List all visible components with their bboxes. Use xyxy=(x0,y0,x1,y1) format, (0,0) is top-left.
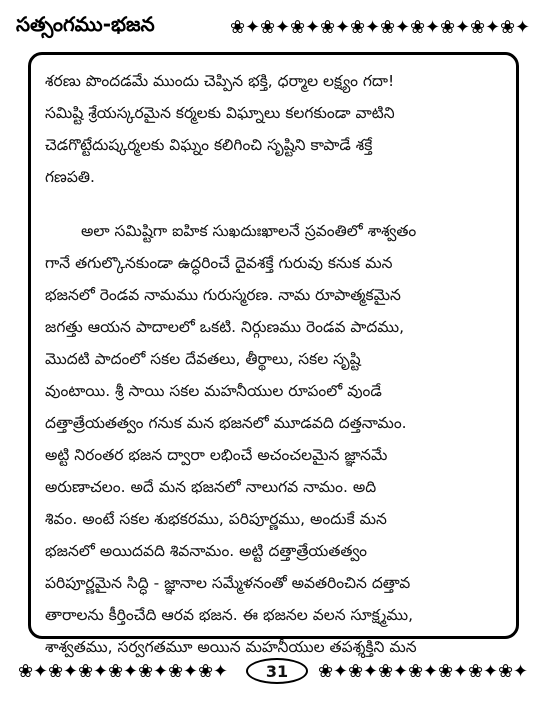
text-line: వుంటాయి. శ్రీ సాయి సకల మహనీయుల రూపంలో వుండే xyxy=(45,382,382,400)
flower-chain-icon: ✦ xyxy=(93,661,109,682)
flower-chain-icon: ❀ xyxy=(138,661,154,682)
flower-chain-icon: ❀ xyxy=(230,17,246,38)
text-line: అట్టి నిరంతర భజన ద్వారా లభించే అచంచలమైన జ్ఞానమే xyxy=(45,446,388,464)
text-line: చెడగొట్టేదుష్కర్మలకు విఘ్నం కలిగించి సృష్టిని కాపాడే శక్తే xyxy=(45,136,373,154)
flower-chain-icon: ❀ xyxy=(498,661,514,682)
flower-chain-icon: ❀ xyxy=(108,661,124,682)
footer-ornament-left xyxy=(18,660,236,684)
flower-chain-icon: ❀ xyxy=(78,661,94,682)
text-line: భజనలో రెండవ నామము గురుస్మరణ. నామ రూపాత్మకమైన xyxy=(45,286,401,304)
page-footer xyxy=(18,652,536,692)
text-frame xyxy=(28,52,519,656)
flower-chain-icon: ❀ xyxy=(410,17,426,38)
paragraph-1 xyxy=(45,65,502,193)
text-line: తారాలను కీర్తించేది ఆరవ భజన. ఈ భజనల వలన సూక్ష్మము, xyxy=(45,606,414,624)
flower-chain-icon: ❀ xyxy=(378,661,394,682)
flower-chain-icon: ❀ xyxy=(440,17,456,38)
flower-chain-icon: ❀ xyxy=(380,17,396,38)
flower-chain-icon: ✦ xyxy=(123,661,139,682)
flower-chain-icon: ✦ xyxy=(335,17,351,38)
text-line: అరుణాచలం. అదే మన భజనలో నాలుగవ నామం. అది xyxy=(45,478,377,496)
flower-chain-icon: ❀ xyxy=(348,661,364,682)
flower-chain-icon: ✦ xyxy=(33,661,49,682)
text-line: శరణు పొందడమే ముందు చెప్పిన భక్తి, ధర్మాల లక్ష్యం గదా! xyxy=(45,72,395,90)
flower-chain-icon: ❀ xyxy=(260,17,276,38)
flower-chain-icon: ✦ xyxy=(213,661,229,682)
footer-ornament-right xyxy=(318,660,536,684)
flower-chain-icon: ✦ xyxy=(485,17,501,38)
flower-chain-icon: ❀ xyxy=(48,661,64,682)
text-line: దత్తాత్రేయతత్వం గనుక మన భజనలో మూడవది దత్తనామం. xyxy=(45,414,407,432)
flower-chain-icon: ✦ xyxy=(455,17,471,38)
flower-chain-icon: ✦ xyxy=(365,17,381,38)
flower-chain-icon: ✦ xyxy=(63,661,79,682)
flower-chain-icon: ❀ xyxy=(318,661,334,682)
text-line: గానే తగుల్కొనకుండా ఉద్ధరించే దైవశక్తే గురువు కనుక మన xyxy=(45,254,393,272)
flower-chain-icon: ❀ xyxy=(198,661,214,682)
flower-chain-icon: ✦ xyxy=(483,661,499,682)
flower-chain-icon: ✦ xyxy=(395,17,411,38)
flower-chain-icon: ❀ xyxy=(438,661,454,682)
paragraph-gap xyxy=(45,193,502,215)
flower-chain-icon: ❀ xyxy=(168,661,184,682)
flower-chain-icon: ❀ xyxy=(500,17,516,38)
flower-chain-icon: ✦ xyxy=(183,661,199,682)
flower-chain-icon: ❀ xyxy=(470,17,486,38)
text-line: మొదటి పాదంలో సకల దేవతలు, తీర్థాలు, సకల సృష్టి xyxy=(45,350,361,368)
flower-chain-icon: ❀ xyxy=(408,661,424,682)
text-line: అలా సమిష్టిగా ఐహిక సుఖదుఃఖాలనే స్రవంతిలో శాశ్వతం xyxy=(81,222,417,240)
text-line: శాశ్వతము, సర్వగతమూ అయిన మహనీయుల తపశ్శక్తిని మన xyxy=(45,638,417,656)
flower-chain-icon: ✦ xyxy=(515,17,531,38)
flower-chain-icon: ✦ xyxy=(275,17,291,38)
flower-chain-icon: ✦ xyxy=(305,17,321,38)
page-number: 31 xyxy=(246,658,308,684)
flower-chain-icon: ❀ xyxy=(18,661,34,682)
text-line: పరిపూర్ణమైన సిద్ధి - జ్ఞానాల సమ్మేళనంతో అవతరించిన దత్తావ xyxy=(45,574,411,592)
text-line: గణపతి. xyxy=(45,168,95,186)
flower-chain-icon: ❀ xyxy=(320,17,336,38)
flower-chain-icon: ❀ xyxy=(350,17,366,38)
flower-chain-icon: ❀ xyxy=(290,17,306,38)
page-header xyxy=(10,8,540,48)
flower-chain-icon: ✦ xyxy=(453,661,469,682)
flower-chain-icon: ✦ xyxy=(153,661,169,682)
flower-chain-icon: ✦ xyxy=(393,661,409,682)
running-title: సత్సంగము-భజన xyxy=(16,12,155,36)
flower-chain-icon: ❀ xyxy=(468,661,484,682)
flower-chain-icon: ✦ xyxy=(425,17,441,38)
text-line: సమిష్టి శ్రేయస్కరమైన కర్మలకు విఘ్నాలు కలగకుండా వాటిని xyxy=(45,104,395,122)
text-line: జగత్తు ఆయన పాదాలలో ఒకటి. నిర్గుణము రెండవ పాదము, xyxy=(45,318,405,336)
header-ornament-border xyxy=(230,16,540,40)
text-line: భజనలో అయిదవది శివనామం. అట్టి దత్తాత్రేయతత్వం xyxy=(45,542,367,560)
paragraph-2 xyxy=(45,215,502,663)
flower-chain-icon: ✦ xyxy=(245,17,261,38)
text-line: శివం. అంటే సకల శుభకరము, పరిపూర్ణము, అందుకే మన xyxy=(45,510,387,528)
flower-chain-icon: ✦ xyxy=(363,661,379,682)
flower-chain-icon: ✦ xyxy=(513,661,529,682)
flower-chain-icon: ✦ xyxy=(423,661,439,682)
flower-chain-icon: ✦ xyxy=(333,661,349,682)
